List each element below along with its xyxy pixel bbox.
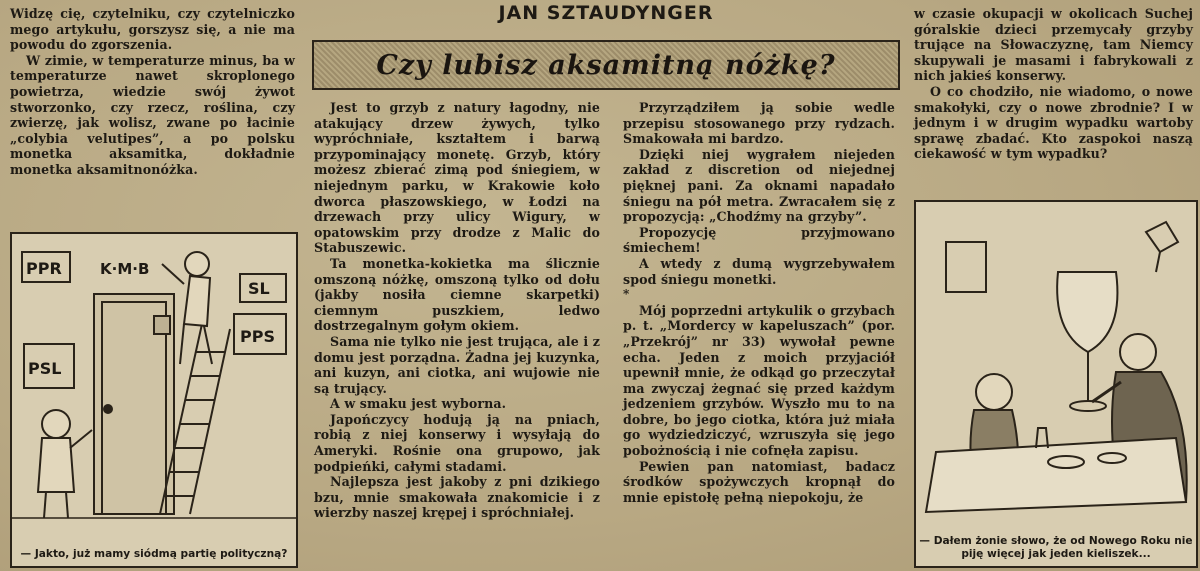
cartoon-caption-2: — Dałem żonie słowo, że od Nowego Roku nie piję więcej jak jeden kieliszek... — [916, 535, 1196, 560]
sign-psl: PSL — [28, 359, 62, 378]
column-1 — [10, 6, 295, 178]
column-2 — [314, 100, 600, 521]
paragraph: Przyrządziłem ją sobie wedle przepisu stosowanego przy rydzach. Smakowała mi bardzo. — [623, 100, 895, 147]
cartoon-new-year-toast — [914, 200, 1198, 568]
headline-box — [312, 40, 900, 90]
paragraph: Pewien pan natomiast, badacz środków spożywczych kropnął do mnie epistołę pełną niepokoju, że — [623, 458, 895, 505]
paragraph: Jest to grzyb z natury łagodny, nie atakujący drzew żywych, tylko wypróchniałe, kształtem i barwą przypominający monetę. Grzyb, który możesz zbierać zimą pod śniegiem, w niejednym parku, w Krakowie koło dworca płaszowskiego, w Łodzi na drzewach przy ulicy Wigury, w opatowskim przy drodze z Malic do Stabuszewic. — [314, 100, 600, 256]
paragraph: w czasie okupacji w okolicach Suchej góralskie dzieci przemycały grzyby trujące na Słowaczyznę, tam Niemcy skupywali je masami i fabrykowali z nich jakieś konserwy. — [914, 6, 1193, 84]
paragraph: Dzięki niej wygrałem niejeden zakład z discretion od niejednej pięknej pani. Za oknami napadało śniegu na pół metra. Zwracałem się z propozycją: „Chodźmy na grzyby”. — [623, 146, 895, 225]
paragraph: Mój poprzedni artykulik o grzybach p. t. „Mordercy w kapeluszach” (por. „Przekrój” nr 33) wywołał pewne echa. Jeden z moich przyjaciół upewnił mnie, że odkąd go przeczytał ma zwyczaj żegnać się przed każdym jedzeniem grzybów. Wyszło mu to na dobre, bo jego ciotka, która już miała go wydziedziczyć, wzruszyła się jego pobożnością i nie cofnęła zapisu. — [623, 302, 895, 459]
cartoon-caption-1: — Jakto, już mamy siódmą partię polityczną? — [12, 548, 296, 561]
cartoon-political-parties — [10, 232, 298, 568]
paragraph: A wtedy z dumą wygrzebywałem spod śniegu monetki. — [623, 255, 895, 287]
paragraph: Japończycy hodują ją na pniach, robią z niej konserwy i wysyłają do Ameryki. Rośnie ona grupowo, jak podpieńki, całymi stadami. — [314, 411, 600, 474]
sign-kmb: K·M·B — [100, 260, 150, 278]
paragraph: O co chodziło, nie wiadomo, o nowe smakołyki, czy o nowe zbrodnie? I w jednym i w drugim wypadku wartoby sprawę zbadać. Kto zaspokoi naszą ciekawość w tym wypadku? — [914, 83, 1193, 162]
paragraph: Najlepsza jest jakoby z pni dzikiego bzu, mnie smakowała znakomicie i z wierzby naszej krępej i spróchniałej. — [314, 474, 600, 521]
author-byline: JAN SZTAUDYNGER — [498, 2, 714, 24]
sign-sl: SL — [248, 279, 270, 298]
section-divider-star: * — [623, 287, 630, 302]
column-3 — [623, 100, 895, 505]
paragraph: Widzę cię, czytelniku, czy czytelniczko mego artykułu, gorszysz się, a nie ma powodu do zgorszenia. — [10, 6, 295, 53]
paragraph: Propozycję przyjmowano śmiechem! — [623, 224, 895, 256]
paragraph: A w smaku jest wyborna. — [330, 396, 507, 412]
sign-ppr: PPR — [26, 259, 62, 278]
cartoon-illustration-1 — [12, 234, 296, 524]
paragraph: Sama nie tylko nie jest trująca, ale i z domu jest porządna. Żadna jej kuzynka, ani kuzyn, ani ciotka, ani wujowie nie są trujący. — [314, 333, 600, 396]
paragraph: W zimie, w temperaturze minus, ba w temperaturze nawet skroplonego powietrza, wiedzie swój żywot stworzonko, czy rzecz, roślina, czy zwierzę, jak wolisz, zwane po łacinie „colybia velutipes”, a po polsku monetka aksamitka, dokładnie monetka aksamitnonóżka. — [10, 52, 295, 177]
cartoon-illustration-2 — [916, 202, 1196, 522]
headline: Czy lubisz aksamitną nóżkę? — [376, 49, 836, 81]
column-4 — [914, 6, 1193, 162]
sign-pps: PPS — [240, 327, 275, 346]
paragraph: Ta monetka-kokietka ma ślicznie omszoną nóżkę, omszoną tylko od dołu (jakby nosiła ciemne skarpetki) ciemnym puszkiem, ledwo dostrzegalnym gołym okiem. — [314, 255, 600, 334]
